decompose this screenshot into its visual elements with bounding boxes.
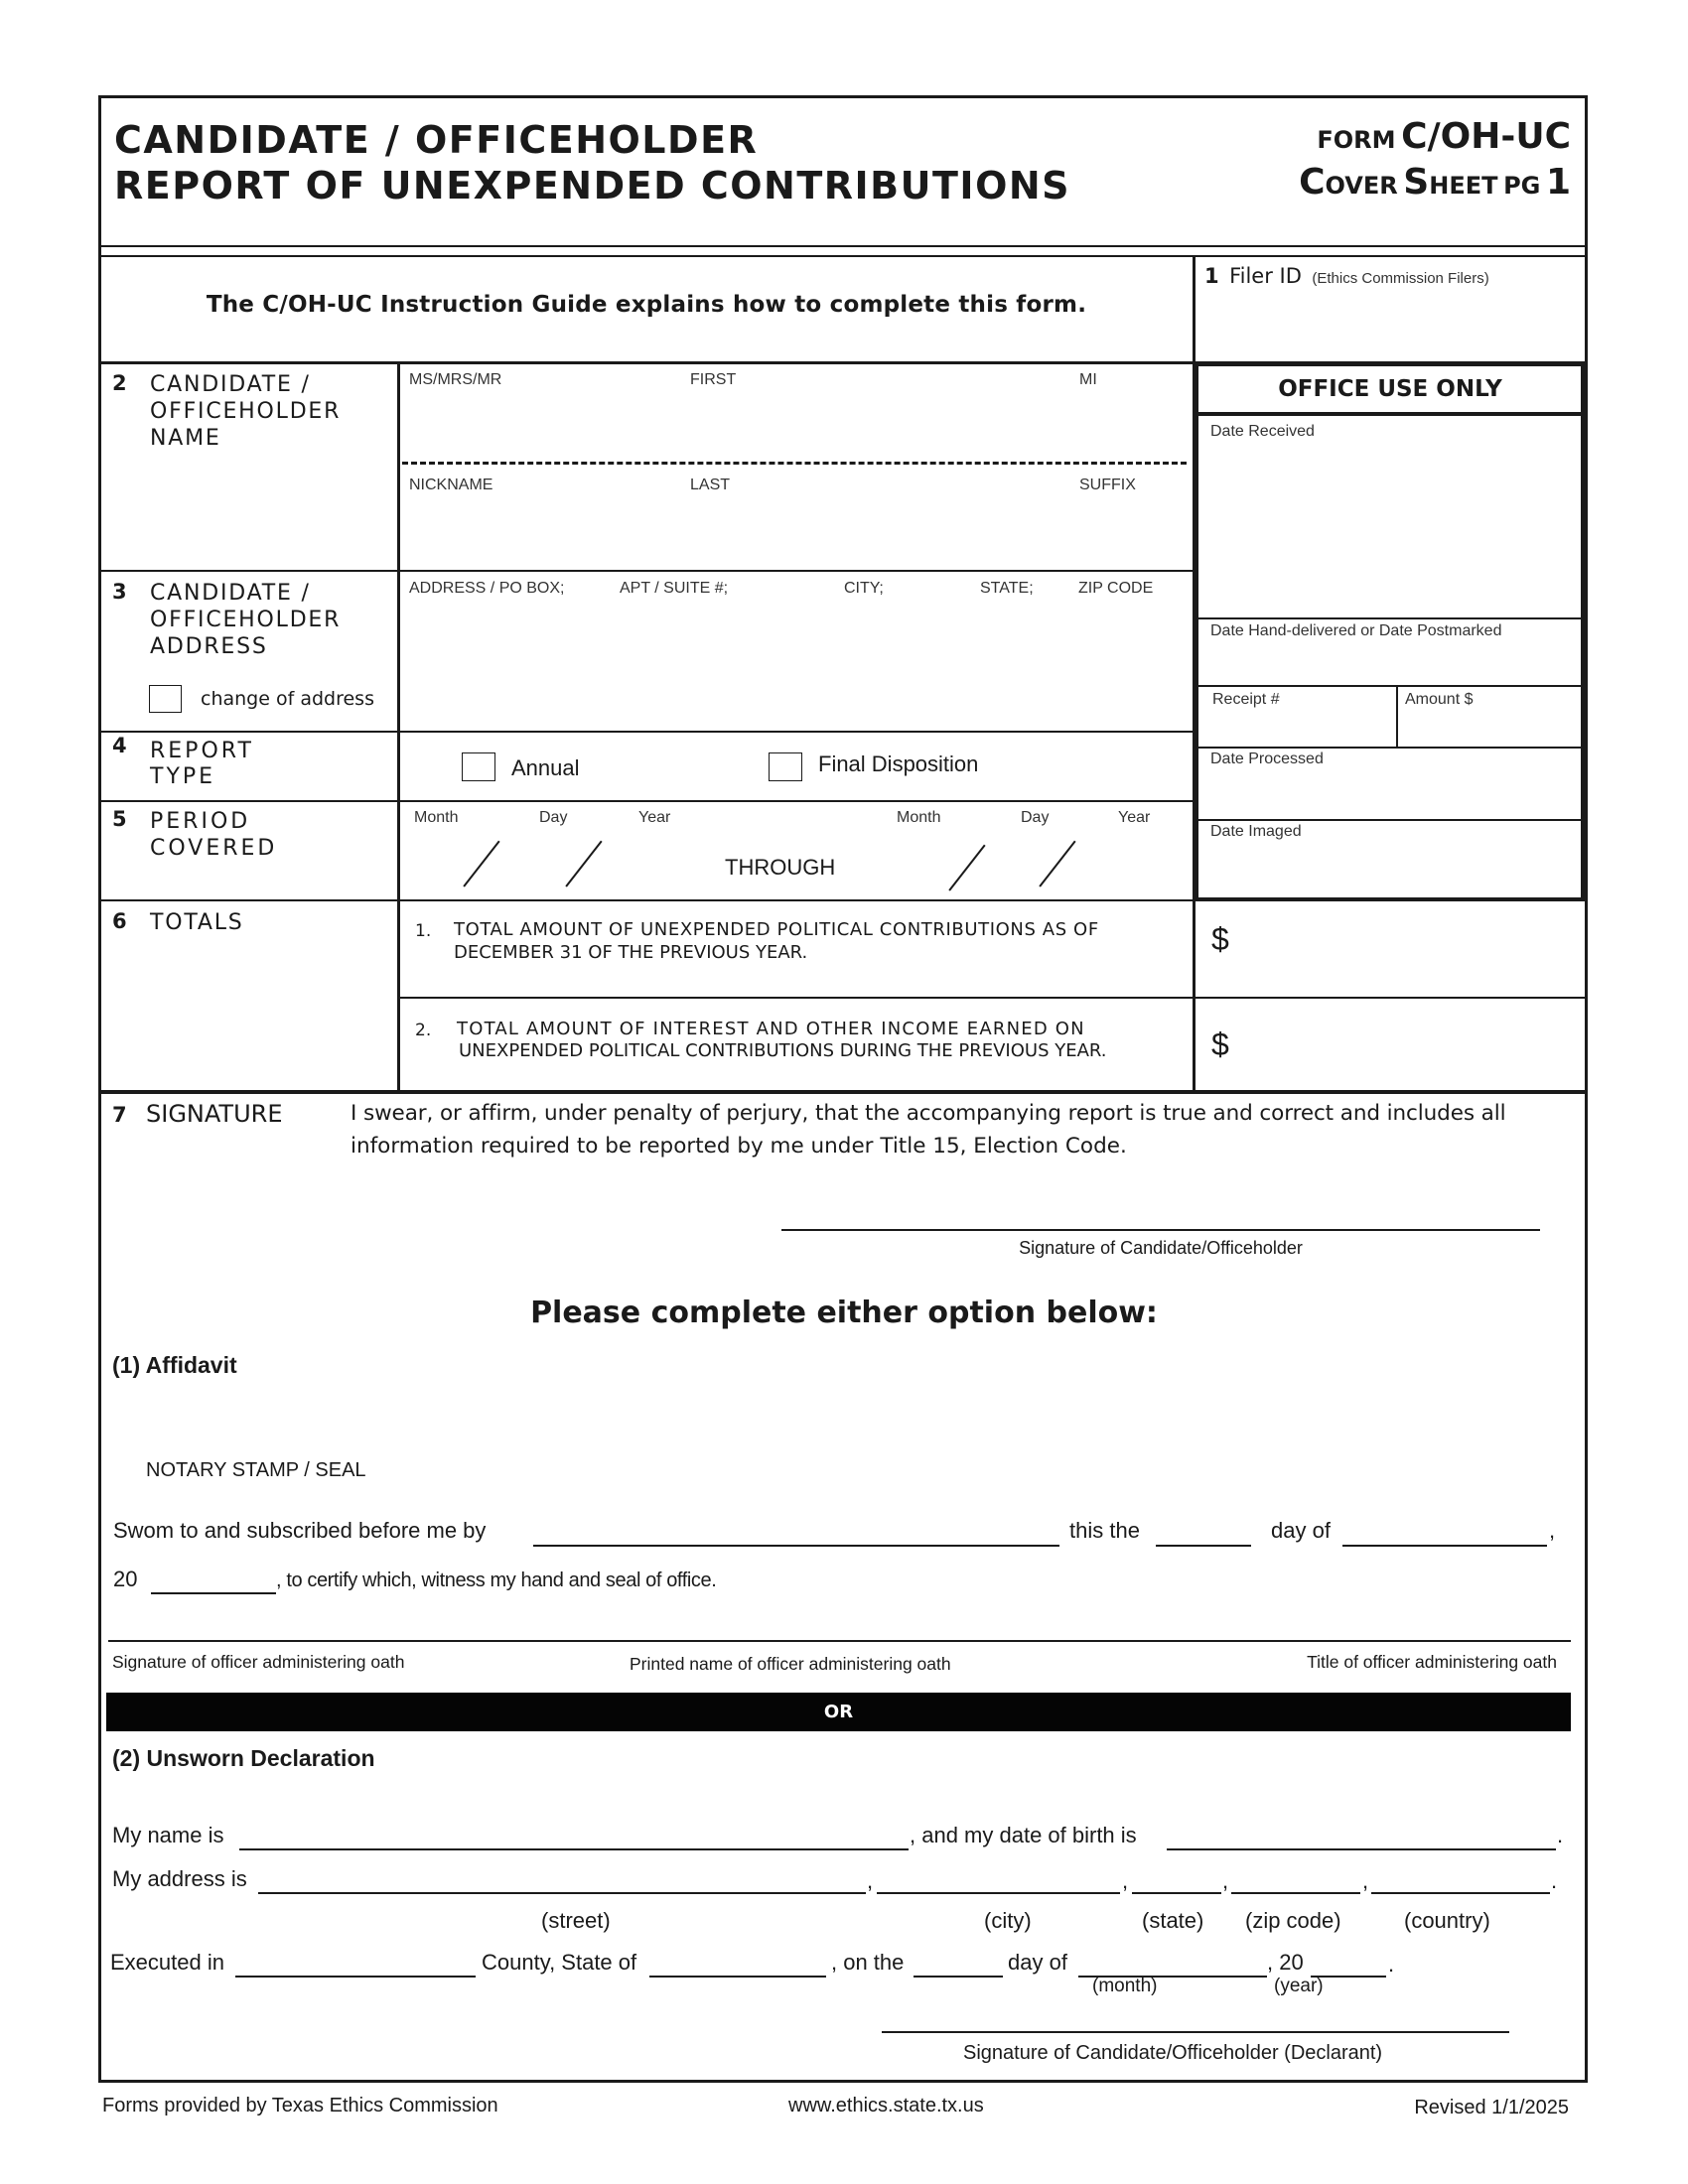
- sworn-by-line: [533, 1545, 1059, 1547]
- form-prefix: FORM: [1317, 126, 1396, 154]
- declarant-signature-caption: Signature of Candidate/Officeholder (Declarant): [963, 2042, 1383, 2064]
- page-prefix: PG: [1503, 172, 1541, 200]
- row-7-top-border: [99, 1090, 1587, 1094]
- total-2-text-1: TOTAL AMOUNT OF INTEREST AND OTHER INCOME EARNED ON: [457, 1019, 1085, 1039]
- section-4-label-2: TYPE: [150, 764, 216, 789]
- executed-in-label: Executed in: [110, 1950, 224, 1975]
- total-1-text-1: TOTAL AMOUNT OF UNEXPENDED POLITICAL CONTRIBUTIONS AS OF: [454, 919, 1099, 940]
- section-5-number: 5: [112, 807, 127, 831]
- officer-title-caption: Title of officer administering oath: [1307, 1652, 1557, 1672]
- to-day-label: Day: [1021, 809, 1050, 826]
- section-2-label-2: OFFICEHOLDER: [150, 399, 342, 424]
- unsworn-heading: (2) Unsworn Declaration: [112, 1745, 375, 1771]
- sworn-day-input[interactable]: [1156, 1513, 1251, 1545]
- city-field-label: CITY;: [844, 580, 884, 597]
- first-name-field-label: FIRST: [690, 371, 737, 388]
- executed-day-input[interactable]: [914, 1944, 1003, 1976]
- annual-label: Annual: [511, 755, 580, 780]
- state-line: [1132, 1892, 1221, 1894]
- amount-label: Amount $: [1405, 691, 1474, 708]
- cover-c: C: [1299, 162, 1326, 203]
- executed-month-input[interactable]: [1078, 1944, 1267, 1976]
- or-label: OR: [823, 1702, 854, 1722]
- section-4-number: 4: [112, 734, 127, 757]
- country-line: [1371, 1892, 1550, 1894]
- section-4-label-1: REPORT: [150, 739, 254, 763]
- address-field-label: ADDRESS / PO BOX;: [409, 580, 565, 597]
- county-state-label: County, State of: [482, 1950, 637, 1975]
- street-caption: (street): [541, 1908, 611, 1933]
- last-name-field-label: LAST: [690, 477, 731, 493]
- section-5-label-1: PERIOD: [150, 809, 251, 834]
- dob-period: .: [1557, 1823, 1564, 1847]
- executed-day-line: [914, 1976, 1003, 1978]
- to-year-label: Year: [1118, 809, 1151, 826]
- declarant-signature-line: [882, 2031, 1509, 2033]
- date-received-label: Date Received: [1210, 423, 1315, 440]
- declarant-signature-input[interactable]: [882, 1995, 1509, 2031]
- section-5-label-2: COVERED: [150, 836, 278, 861]
- or-divider-bar: [106, 1693, 1571, 1731]
- from-year-label: Year: [638, 809, 671, 826]
- notary-stamp-label: NOTARY STAMP / SEAL: [146, 1459, 366, 1481]
- oath-text-line-1: I swear, or affirm, under penalty of perjury, that the accompanying report is true and correct and includes all: [351, 1101, 1506, 1126]
- total-1-amount-input[interactable]: [1241, 905, 1579, 993]
- section-3-number: 3: [112, 580, 127, 604]
- prefix-field-label: MS/MRS/MR: [409, 371, 502, 388]
- sworn-year-line: [151, 1592, 276, 1594]
- form-id: [1317, 116, 1571, 157]
- total-2-amount-input[interactable]: [1241, 1003, 1579, 1088]
- state-caption: (state): [1142, 1908, 1204, 1933]
- suffix-field-label: SUFFIX: [1079, 477, 1136, 493]
- row-5-top-border: [99, 800, 1194, 802]
- executed-year-input[interactable]: [1311, 1944, 1386, 1976]
- sworn-by-input[interactable]: [533, 1513, 1059, 1545]
- my-address-label: My address is: [112, 1866, 247, 1891]
- month-caption: (month): [1092, 1976, 1158, 1996]
- my-name-input[interactable]: [239, 1817, 909, 1848]
- dob-input[interactable]: [1167, 1817, 1556, 1848]
- to-date-input[interactable]: [889, 832, 1187, 895]
- section-7-label: SIGNATURE: [146, 1100, 283, 1128]
- country-input[interactable]: [1371, 1860, 1550, 1892]
- footer-website: www.ethics.state.tx.us: [788, 2095, 984, 2116]
- name-dashed-divider: [402, 462, 1187, 465]
- city-line: [877, 1892, 1120, 1894]
- office-use-title: OFFICE USE ONLY: [1278, 376, 1502, 402]
- address-comma-2: ,: [1122, 1868, 1129, 1893]
- address-period: .: [1551, 1868, 1558, 1893]
- sworn-year-prefix: 20: [113, 1567, 138, 1591]
- mi-field-label: MI: [1079, 371, 1097, 388]
- through-label: THROUGH: [725, 855, 836, 880]
- cover-sheet-label: [1299, 162, 1571, 203]
- nickname-field-label: NICKNAME: [409, 477, 493, 493]
- sworn-year-input[interactable]: [151, 1561, 276, 1592]
- from-date-input[interactable]: [407, 832, 685, 895]
- country-caption: (country): [1404, 1908, 1490, 1933]
- total-2-text-2: UNEXPENDED POLITICAL CONTRIBUTIONS DURING THE PREVIOUS YEAR.: [459, 1040, 1107, 1061]
- section-2-label-3: NAME: [150, 426, 221, 451]
- change-of-address-label: change of address: [201, 688, 374, 710]
- section-6-number: 6: [112, 909, 127, 933]
- date-imaged-label: Date Imaged: [1210, 823, 1302, 840]
- page-number: 1: [1545, 162, 1571, 203]
- total-1-dollar-sign: $: [1211, 921, 1229, 957]
- my-name-line: [239, 1848, 909, 1850]
- form-code: C/OH-UC: [1401, 116, 1571, 157]
- left-column-divider: [397, 362, 400, 1094]
- address-input[interactable]: [403, 602, 1188, 726]
- sheet-s: S: [1403, 162, 1430, 203]
- executed-year-prefix: , 20: [1267, 1950, 1304, 1975]
- city-caption: (city): [984, 1908, 1032, 1933]
- section-3-label-1: CANDIDATE /: [150, 581, 311, 606]
- prefix-input[interactable]: [403, 393, 681, 453]
- date-processed-label: Date Processed: [1210, 751, 1324, 767]
- address-comma-4: ,: [1362, 1868, 1369, 1893]
- form-title-line1: CANDIDATE / OFFICEHOLDER: [114, 118, 759, 162]
- section-2-label-1: CANDIDATE /: [150, 372, 311, 397]
- filer-id-left-border: [1193, 255, 1196, 364]
- header-divider-2: [99, 255, 1587, 257]
- options-heading: Please complete either option below:: [530, 1296, 1158, 1330]
- total-1-text-2: DECEMBER 31 OF THE PREVIOUS YEAR.: [454, 942, 808, 963]
- on-the-label: , on the: [831, 1950, 905, 1975]
- section-3-label-2: OFFICEHOLDER: [150, 608, 342, 632]
- certify-text: , to certify which, witness my hand and seal of office.: [276, 1570, 717, 1591]
- state-field-label: STATE;: [980, 580, 1034, 597]
- last-name-input[interactable]: [685, 498, 1072, 566]
- dob-label: , and my date of birth is: [910, 1823, 1137, 1847]
- address-comma-1: ,: [867, 1868, 874, 1893]
- sheet-heet: HEET: [1429, 172, 1498, 200]
- state-of-input[interactable]: [649, 1944, 826, 1976]
- to-month-label: Month: [897, 809, 941, 826]
- filer-id-input[interactable]: [1197, 298, 1585, 359]
- office-use-title-divider: [1196, 412, 1584, 416]
- year-caption: (year): [1274, 1976, 1324, 1996]
- filer-id-label: [1204, 266, 1489, 287]
- dob-line: [1167, 1848, 1556, 1850]
- instruction-text: The C/OH-UC Instruction Guide explains how to complete this form.: [206, 292, 1087, 318]
- office-divider-1: [1198, 617, 1583, 619]
- street-line: [258, 1892, 866, 1894]
- footer-revised: Revised 1/1/2025: [1414, 2097, 1569, 2118]
- executed-period: .: [1388, 1952, 1395, 1977]
- state-of-line: [649, 1976, 826, 1978]
- receipt-amount-divider: [1396, 685, 1398, 747]
- my-name-label: My name is: [112, 1823, 224, 1847]
- candidate-signature-line: [781, 1229, 1540, 1231]
- total-2-index: 2.: [415, 1021, 432, 1040]
- zip-input[interactable]: [1231, 1860, 1360, 1892]
- sworn-month-input[interactable]: [1342, 1513, 1547, 1545]
- officer-signature-input[interactable]: [108, 1600, 1571, 1640]
- section-7-number: 7: [112, 1103, 127, 1127]
- nickname-input[interactable]: [403, 498, 681, 566]
- sworn-prefix: Swom to and subscribed before me by: [113, 1518, 487, 1543]
- change-of-address-checkbox[interactable]: [149, 685, 182, 713]
- total-2-dollar-sign: $: [1211, 1026, 1229, 1062]
- receipt-label: Receipt #: [1212, 691, 1280, 708]
- form-title-line2: REPORT OF UNEXPENDED CONTRIBUTIONS: [114, 164, 1071, 207]
- sworn-month-line: [1342, 1545, 1547, 1547]
- footer-provider: Forms provided by Texas Ethics Commission: [102, 2095, 498, 2116]
- candidate-signature-input[interactable]: [781, 1186, 1540, 1228]
- final-disposition-checkbox[interactable]: [769, 752, 802, 781]
- filer-id-title: Filer ID: [1229, 264, 1302, 288]
- officer-printed-name-caption: Printed name of officer administering oath: [630, 1654, 951, 1674]
- city-input[interactable]: [877, 1860, 1120, 1892]
- state-input[interactable]: [1132, 1860, 1221, 1892]
- county-line: [235, 1976, 476, 1978]
- day-of-label: day of: [1271, 1518, 1331, 1543]
- total-1-index: 1.: [415, 921, 432, 941]
- officer-signature-line: [108, 1640, 1571, 1642]
- date-hand-delivered-label: Date Hand-delivered or Date Postmarked: [1210, 622, 1502, 639]
- office-divider-3: [1198, 747, 1583, 749]
- first-name-input[interactable]: [685, 393, 1072, 453]
- from-day-label: Day: [539, 809, 568, 826]
- final-disposition-label: Final Disposition: [818, 751, 979, 776]
- suffix-input[interactable]: [1074, 498, 1189, 566]
- zip-caption: (zip code): [1245, 1908, 1341, 1933]
- address-comma-3: ,: [1222, 1868, 1229, 1893]
- affidavit-heading: (1) Affidavit: [112, 1352, 237, 1378]
- mi-input[interactable]: [1074, 393, 1189, 453]
- row-6-divider: [399, 997, 1587, 999]
- section-6-label: TOTALS: [150, 910, 244, 935]
- filer-id-note: (Ethics Commission Filers): [1312, 270, 1489, 287]
- county-input[interactable]: [235, 1944, 476, 1976]
- section-3-label-3: ADDRESS: [150, 634, 268, 659]
- annual-checkbox[interactable]: [462, 752, 495, 781]
- oath-text-line-2: information required to be reported by me under Title 15, Election Code.: [351, 1134, 1127, 1159]
- office-divider-4: [1198, 819, 1583, 821]
- this-the-label: this the: [1069, 1518, 1140, 1543]
- street-input[interactable]: [258, 1860, 866, 1892]
- header-divider-1: [99, 245, 1587, 247]
- zip-line: [1231, 1892, 1360, 1894]
- office-divider-2: [1198, 685, 1583, 687]
- apt-field-label: APT / SUITE #;: [620, 580, 729, 597]
- filer-id-number: 1: [1204, 264, 1219, 288]
- sworn-day-line: [1156, 1545, 1251, 1547]
- from-month-label: Month: [414, 809, 459, 826]
- row-4-top-border: [99, 731, 1194, 733]
- officer-signature-caption: Signature of officer administering oath: [112, 1652, 405, 1672]
- cover-over: OVER: [1325, 172, 1398, 200]
- row-3-top-border: [99, 570, 1194, 572]
- candidate-signature-caption: Signature of Candidate/Officeholder: [1019, 1238, 1303, 1258]
- zip-field-label: ZIP CODE: [1078, 580, 1154, 597]
- section-2-number: 2: [112, 371, 127, 395]
- sworn-comma: ,: [1549, 1518, 1556, 1543]
- executed-day-of-label: day of: [1008, 1950, 1067, 1975]
